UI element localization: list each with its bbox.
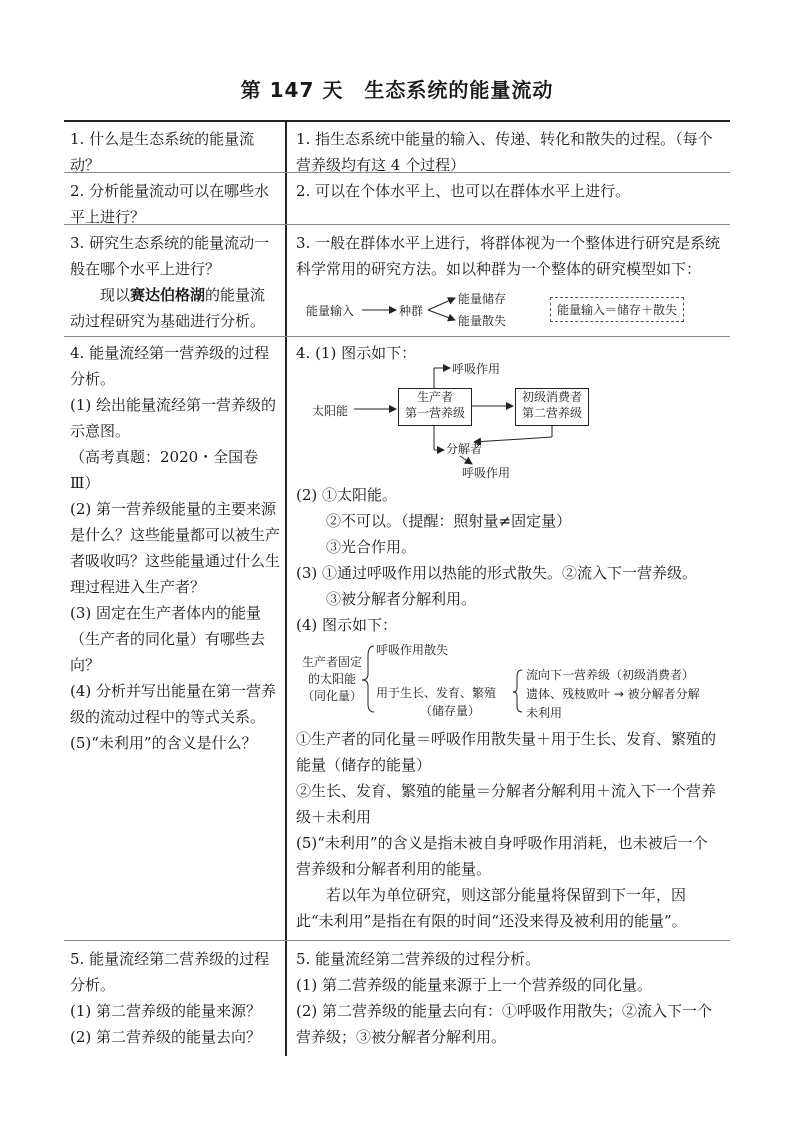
diagram3-growth: 用于生长、发育、繁殖: [376, 686, 497, 700]
page-title: 第 147 天 生态系统的能量流动: [240, 78, 554, 102]
question-4-5: (5)“未利用”的含义是什么？: [70, 734, 257, 752]
question-5-2: (2) 第二营养级的能量去向？: [70, 1028, 262, 1046]
source-line-3: （同化量）: [301, 689, 362, 703]
producer-level: 第一营养级: [404, 406, 465, 420]
consumer-label: 初级消费者: [521, 390, 582, 404]
diagram2-decomposer: 分解者: [446, 442, 483, 456]
question-5-text: 5. 能量流经第二营养级的过程分析。: [70, 950, 270, 994]
answer-4-2c: ③光合作用。: [326, 538, 417, 556]
answer-4-head: 4. (1) 图示如下：: [296, 344, 417, 362]
diagram3-growth-note: （储存量）: [420, 704, 481, 718]
question-4-1-source: （高考真题：2020・全国卷Ⅲ）: [70, 448, 259, 492]
answer-5-2: (2) 第二营养级的能量去向有：①呼吸作用散失；②流入下一个营养级；③被分解者分解利用。: [296, 1002, 713, 1046]
answer-4-eq1: ①生产者的同化量＝呼吸作用散失量＋用于生长、发育、繁殖的能量（储存的能量）: [296, 730, 717, 774]
answer-4-3b: ③被分解者分解利用。: [326, 590, 477, 608]
answer-4-2b: ②不可以。（提醒：照射量≠固定量）: [326, 512, 572, 530]
source-line-1: 生产者固定: [301, 655, 362, 669]
question-2: 2. 分析能量流动可以在哪些水平上进行？: [70, 182, 270, 226]
consumer-level: 第二营养级: [521, 406, 582, 420]
answer-4-2a: (2) ①太阳能。: [296, 486, 398, 504]
answer-4-5: (5)“未利用”的含义是指未被自身呼吸作用消耗，也未被后一个营养级和分解者利用的能量。: [296, 834, 708, 878]
diagram2-sun: 太阳能: [312, 404, 349, 418]
answer-4-3: (3) ①通过呼吸作用以热能的形式散失。②流入下一营养级。: [296, 564, 698, 582]
answer-5-text: 5. 能量流经第二营养级的过程分析。: [296, 950, 541, 968]
answer-4-4: (4) 图示如下：: [296, 616, 398, 634]
answer-4-5b: 若以年为单位研究，则这部分能量将保留到下一年，因此“未利用”是指在有限的时间“还没来得及被利用的能量”。: [296, 886, 687, 930]
note-post: 的能量流动过程研究为基础进行分析。: [70, 286, 266, 330]
diagram3-respiration: 呼吸作用散失: [376, 643, 449, 657]
question-3-text: 3. 研究生态系统的能量流动一般在哪个水平上进行？: [70, 234, 270, 278]
diagram1-formula: 能量输入＝储存＋散失: [550, 297, 684, 322]
answer-5-1: (1) 第二营养级的能量来源于上一个营养级的同化量。: [296, 976, 653, 994]
source-line-2: 的太阳能: [307, 672, 356, 686]
answer-3: 3. 一般在群体水平上进行，将群体视为一个整体进行研究是系统科学常用的研究方法。如以种群为一个整体的研究模型如下：: [296, 234, 721, 278]
diagram1-input: 能量输入: [306, 304, 355, 318]
answer-1-text: 1. 指生态系统中能量的输入、传递、转化和散失的过程。（每个营养级均有这 4 个过程）: [296, 130, 713, 174]
diagram2-resp-bottom: 呼吸作用: [462, 466, 511, 480]
diagram3-remains: 遗体、残枝败叶 → 被分解者分解: [526, 687, 700, 701]
question-5-1: (1) 第二营养级的能量来源？: [70, 1002, 262, 1020]
diagram3-unused: 未利用: [526, 706, 563, 720]
question-4-2: (2) 第一营养级能量的主要来源是什么？这些能量都可以被生产者吸收吗？这些能量通过什么生理过程进入生产者？: [70, 500, 281, 596]
question-4-text: 4. 能量流经第一营养级的过程分析。: [70, 344, 270, 388]
diagram1-loss: 能量散失: [458, 314, 507, 328]
note-bold: 赛达伯格湖: [130, 286, 206, 304]
question-4-3: (3) 固定在生产者体内的能量（生产者的同化量）有哪些去向？: [70, 604, 266, 674]
answer-2: 2. 可以在个体水平上、也可以在群体水平上进行。: [296, 182, 631, 200]
question-4-4: (4) 分析并写出能量在第一营养级的流动过程中的等式关系。: [70, 682, 277, 726]
question-1: 1. 什么是生态系统的能量流动？: [70, 130, 255, 174]
diagram1-store: 能量储存: [458, 292, 507, 306]
question-4-1: (1) 绘出能量流经第一营养级的示意图。: [70, 396, 277, 440]
diagram1-population: 种群: [399, 304, 424, 318]
answer-4-eq2: ②生长、发育、繁殖的能量＝分解者分解利用＋流入下一个营养级＋未利用: [296, 782, 717, 826]
diagram2-resp-top: 呼吸作用: [452, 362, 501, 376]
diagram3-to-next: 流向下一营养级（初级消费者）: [526, 668, 695, 682]
note-pre: 现以: [100, 286, 131, 304]
producer-label: 生产者: [416, 390, 453, 404]
